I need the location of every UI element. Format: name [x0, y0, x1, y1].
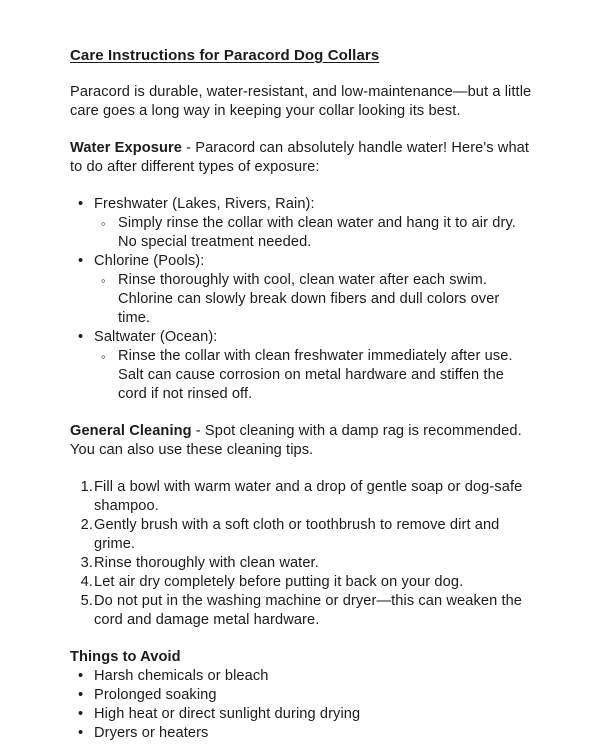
- bullet-disc-icon: •: [78, 687, 84, 703]
- bullet-disc-icon: •: [78, 725, 84, 741]
- intro-paragraph: Paracord is durable, water-resistant, and low-maintenance—but a little care goes a long way in keeping your collar looking its best.: [70, 84, 532, 119]
- bullet-disc-icon: •: [78, 668, 84, 684]
- avoid-item: [70, 724, 532, 743]
- list-item-title: Saltwater (Ocean):: [94, 329, 218, 345]
- bullet-circle-icon: ◦: [101, 348, 106, 364]
- freshwater-sublist: [94, 214, 532, 252]
- things-to-avoid-heading: Things to Avoid: [70, 649, 181, 665]
- bullet-disc-icon: •: [78, 196, 84, 212]
- list-subitem-text: Rinse thoroughly with cool, clean water after each swim. Chlorine can slowly break down fibers and dull colors over time.: [118, 272, 500, 326]
- chlorine-sublist: [94, 271, 532, 328]
- bullet-disc-icon: •: [78, 253, 84, 269]
- water-exposure-heading: Water Exposure: [70, 140, 182, 156]
- water-exposure-list: [70, 195, 532, 404]
- avoid-item: [70, 705, 532, 724]
- avoid-item: [70, 686, 532, 705]
- list-item-title: Freshwater (Lakes, Rivers, Rain):: [94, 196, 315, 212]
- list-item-freshwater: [70, 195, 532, 252]
- list-subitem: [94, 347, 532, 404]
- cleaning-step: Gently brush with a soft cloth or toothbrush to remove dirt and grime.: [94, 517, 500, 552]
- list-item-title: Chlorine (Pools):: [94, 253, 205, 269]
- saltwater-sublist: [94, 347, 532, 404]
- list-subitem-text: Rinse the collar with clean freshwater immediately after use. Salt can cause corrosion on metal hardware and stiffen the cord if not rinsed off.: [118, 348, 513, 402]
- list-subitem: [94, 214, 532, 252]
- list-subitem-text: Simply rinse the collar with clean water and hang it to air dry. No special treatment needed.: [118, 215, 516, 250]
- general-cleaning-text: - Spot cleaning with a damp rag is recommended. You can also use these cleaning tips.: [70, 423, 522, 458]
- avoid-item-text: High heat or direct sunlight during drying: [94, 706, 361, 722]
- list-item-chlorine: [70, 252, 532, 328]
- bullet-circle-icon: ◦: [101, 215, 106, 231]
- cleaning-step: Fill a bowl with warm water and a drop of gentle soap or dog-safe shampoo.: [94, 479, 523, 514]
- avoid-item-text: Harsh chemicals or bleach: [94, 668, 269, 684]
- water-exposure-paragraph: [70, 139, 532, 177]
- avoid-item-text: Dryers or heaters: [94, 725, 209, 741]
- cleaning-step: Do not put in the washing machine or dryer—this can weaken the cord and damage metal hardware.: [94, 593, 523, 628]
- list-item-saltwater: [70, 328, 532, 404]
- general-cleaning-heading: General Cleaning: [70, 423, 192, 439]
- list-subitem: [94, 271, 532, 328]
- avoid-item: [70, 667, 532, 686]
- page-title: Care Instructions for Paracord Dog Collars: [70, 47, 380, 64]
- general-cleaning-paragraph: [70, 422, 532, 460]
- bullet-disc-icon: •: [78, 329, 84, 345]
- cleaning-step: Let air dry completely before putting it back on your dog.: [94, 574, 464, 590]
- bullet-circle-icon: ◦: [101, 272, 106, 288]
- bullet-disc-icon: •: [78, 706, 84, 722]
- cleaning-steps-list: [70, 478, 532, 630]
- water-exposure-text: - Paracord can absolutely handle water! Here's what to do after different types of exposure:: [70, 140, 530, 175]
- things-to-avoid-list: [70, 667, 532, 743]
- avoid-item-text: Prolonged soaking: [94, 687, 217, 703]
- cleaning-step: Rinse thoroughly with clean water.: [94, 555, 319, 571]
